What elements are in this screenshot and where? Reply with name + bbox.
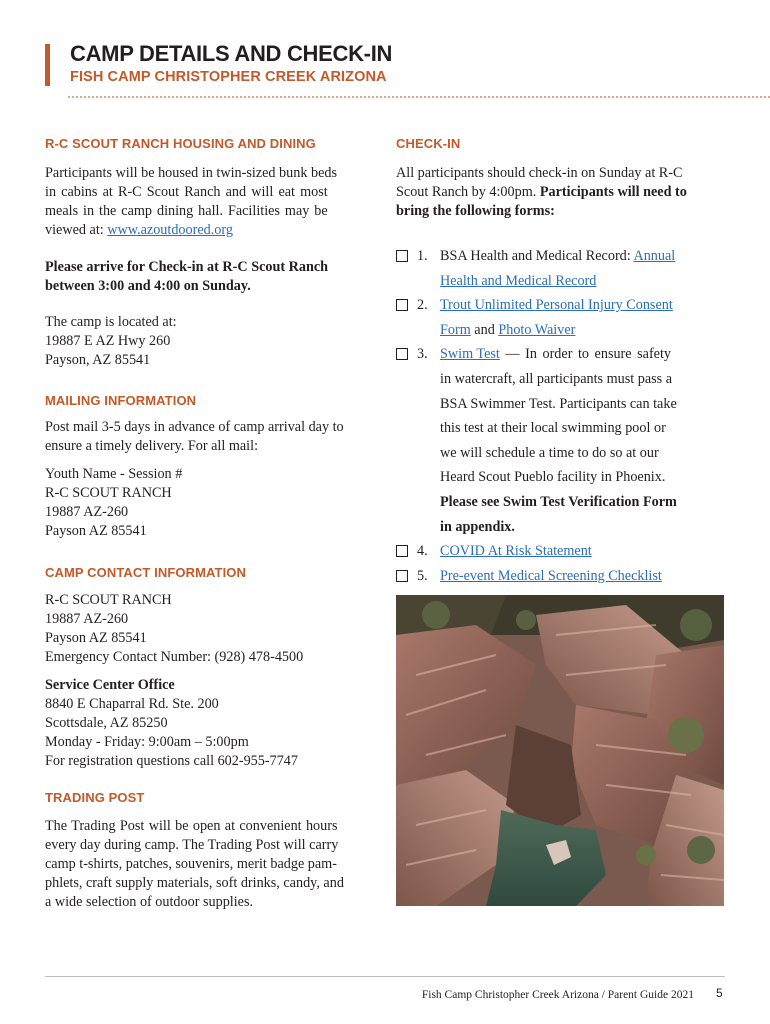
form-number-1: 1. [417, 248, 428, 264]
covid-at-risk-link[interactable]: COVID At Risk Statement [440, 543, 592, 560]
service-hours: Monday - Friday: 9:00am – 5:00pm [45, 734, 249, 750]
swim-test-note-2: in appendix. [440, 518, 515, 535]
header-accent-bar [45, 44, 50, 86]
contact-line-3: Payson AZ 85541 [45, 630, 147, 646]
swim-test-line-5: we will schedule a time to do so at our [440, 444, 659, 461]
page-number: 5 [716, 986, 723, 1000]
trading-line-1: The Trading Post will be open at convenient hours [45, 818, 338, 834]
arrival-notice [45, 258, 376, 296]
form-item-5 [396, 564, 726, 589]
trading-post-paragraph [45, 817, 376, 912]
mailing-address-line-1: Youth Name - Session # [45, 466, 183, 482]
form-item-4 [396, 539, 726, 564]
azoutdoored-link[interactable]: www.azoutdoored.org [107, 222, 233, 238]
form-checkbox-3[interactable] [396, 348, 408, 360]
trading-line-4: phlets, craft supply materials, soft drinks, candy, and [45, 875, 344, 891]
housing-line-3: meals in the camp dining hall. Facilities may be [45, 203, 328, 219]
annual-health-record-link[interactable]: Annual [633, 248, 676, 264]
trout-unlimited-consent-link-cont[interactable]: Form [440, 321, 471, 338]
trading-line-5: a wide selection of outdoor supplies. [45, 894, 254, 910]
mailing-address-line-3: 19887 AZ-260 [45, 504, 129, 520]
swim-test-line-2: in watercraft, all participants must pass a [440, 370, 673, 387]
emergency-contact-number: Emergency Contact Number: (928) 478-4500 [45, 649, 304, 665]
form-number-3: 3. [417, 346, 428, 363]
contact-line-1: R-C SCOUT RANCH [45, 592, 172, 608]
checkin-paragraph [396, 164, 726, 221]
location-line-3: Payson, AZ 85541 [45, 352, 151, 368]
checkin-heading: CHECK-IN [396, 136, 461, 151]
swim-test-line-4: this test at their local swimming pool or [440, 420, 666, 437]
trout-unlimited-consent-link[interactable]: Trout Unlimited Personal Injury Consent [440, 297, 673, 314]
swim-test-link[interactable]: Swim Test [440, 346, 500, 363]
viewed-at-label: viewed at: [45, 222, 108, 238]
mailing-heading: MAILING INFORMATION [45, 393, 197, 408]
form-checkbox-1[interactable] [396, 250, 408, 262]
form-number-2: 2. [417, 297, 428, 314]
trading-line-3: camp t-shirts, patches, souvenirs, merit badge pam- [45, 856, 337, 872]
housing-line-2: in cabins at R-C Scout Ranch and will eat most [45, 184, 328, 200]
form-item-2 [396, 293, 726, 342]
location-line-2: 19887 E AZ Hwy 260 [45, 333, 171, 349]
form-number-4: 4. [417, 543, 428, 560]
form-checkbox-2[interactable] [396, 299, 408, 311]
page-title: CAMP DETAILS AND CHECK-IN [70, 41, 393, 66]
housing-paragraph [45, 164, 376, 240]
location-line-1: The camp is located at: [45, 314, 177, 330]
trading-line-2: every day during camp. The Trading Post will carry [45, 837, 339, 853]
medical-screening-checklist-link[interactable]: Pre-event Medical Screening Checklist [440, 567, 662, 584]
mailing-address-line-2: R-C SCOUT RANCH [45, 485, 172, 501]
service-line-1: 8840 E Chaparral Rd. Ste. 200 [45, 696, 219, 712]
housing-heading: R-C SCOUT RANCH HOUSING AND DINING [45, 136, 316, 151]
form-checkbox-5[interactable] [396, 570, 408, 582]
mailing-paragraph [45, 418, 376, 456]
page-subtitle: FISH CAMP CHRISTOPHER CREEK ARIZONA [70, 69, 387, 85]
housing-line-4 [45, 221, 376, 240]
mailing-address-line-4: Payson AZ 85541 [45, 523, 147, 539]
mailing-address [45, 465, 182, 541]
service-center-info [45, 676, 298, 771]
form-2-and: and [470, 321, 499, 338]
checkin-line-3: bring the following forms: [396, 203, 555, 219]
checkin-line-2-normal: Scout Ranch by 4:00pm. [396, 184, 540, 200]
contact-heading: CAMP CONTACT INFORMATION [45, 565, 246, 580]
form-number-5: 5. [417, 567, 428, 584]
service-center-title: Service Center Office [45, 677, 175, 693]
checkin-line-1: All participants should check-in on Sunday at R-C [396, 165, 683, 181]
mailing-line-1: Post mail 3-5 days in advance of camp arrival day to [45, 419, 344, 435]
required-forms-list [396, 244, 726, 588]
swim-test-line-6: Heard Scout Pueblo facility in Phoenix. [440, 469, 666, 486]
form-1-label: BSA Health and Medical Record: [440, 248, 634, 264]
swim-test-note-1: Please see Swim Test Verification Form [440, 493, 677, 510]
registration-phone: For registration questions call 602-955-7747 [45, 753, 298, 769]
mailing-line-2: ensure a timely delivery. For all mail: [45, 438, 259, 454]
service-line-2: Scottsdale, AZ 85250 [45, 715, 168, 731]
footer-divider [45, 976, 725, 977]
contact-address [45, 591, 303, 667]
swim-test-line-1: — In order to ensure safety [499, 346, 672, 363]
canyon-creek-photo [396, 595, 724, 906]
housing-line-1: Participants will be housed in twin-sized bunk beds [45, 165, 337, 181]
footer-text: Fish Camp Christopher Creek Arizona / Parent Guide 2021 [421, 989, 694, 1001]
form-item-1 [396, 244, 726, 293]
header-divider [68, 96, 770, 98]
photo-waiver-link[interactable]: Photo Waiver [498, 321, 576, 338]
annual-health-record-link-cont[interactable]: Health and Medical Record [440, 272, 597, 289]
checkin-line-2 [396, 183, 726, 202]
checkin-line-2-bold: Participants will need to [539, 184, 687, 200]
arrival-line-2: between 3:00 and 4:00 on Sunday. [45, 278, 251, 294]
trading-post-heading: TRADING POST [45, 790, 145, 805]
camp-location [45, 313, 177, 370]
swim-test-line-3: BSA Swimmer Test. Participants can take [440, 395, 677, 412]
arrival-line-1: Please arrive for Check-in at R-C Scout Ranch [45, 259, 329, 275]
form-checkbox-4[interactable] [396, 545, 408, 557]
form-item-3 [396, 342, 726, 539]
contact-line-2: 19887 AZ-260 [45, 611, 129, 627]
